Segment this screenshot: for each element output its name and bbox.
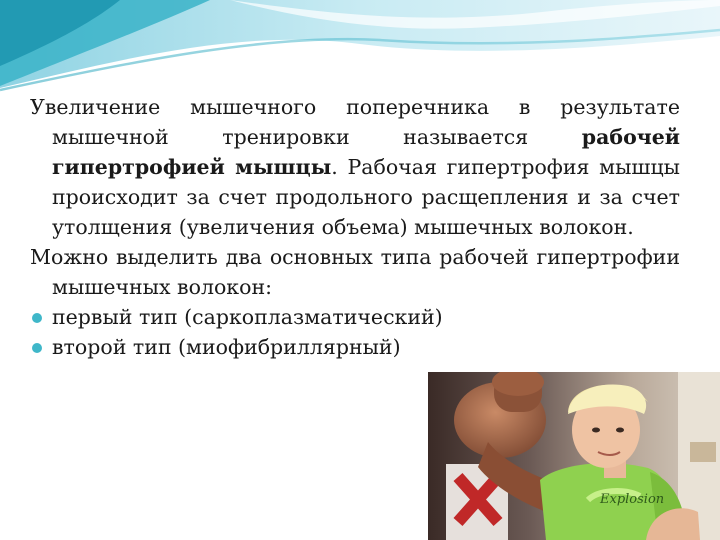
definition-text-after: . Рабочая гипертрофия мышцы происходит за счет продольного расщепления и за счет утолщения (увеличения объема) мышечных волокон. bbox=[52, 155, 680, 239]
bullet-item-second-type bbox=[30, 332, 680, 362]
bullet-dot-icon bbox=[32, 313, 42, 323]
photo-illustration bbox=[428, 372, 720, 540]
bullet-dot-icon bbox=[32, 343, 42, 353]
shirt-logo-text: Explosion bbox=[600, 492, 665, 507]
paragraph-two-types: Можно выделить два основных типа рабочей гипертрофии мышечных волокон: bbox=[30, 245, 680, 299]
definition-text-before: Увеличение мышечного поперечника в результате мышечной тренировки называется bbox=[30, 95, 680, 149]
slide-body-text bbox=[30, 92, 680, 362]
boy-flexing-biceps-photo bbox=[428, 372, 720, 540]
bold-term-working-hypertrophy: рабочей гипертрофией мышцы bbox=[52, 125, 680, 179]
bullet-item-first-type bbox=[30, 302, 680, 332]
bullet-text: первый тип (саркоплазматический) bbox=[52, 305, 443, 329]
paragraph-hypertrophy-definition bbox=[30, 92, 680, 242]
bullet-text: второй тип (миофибриллярный) bbox=[52, 335, 401, 359]
